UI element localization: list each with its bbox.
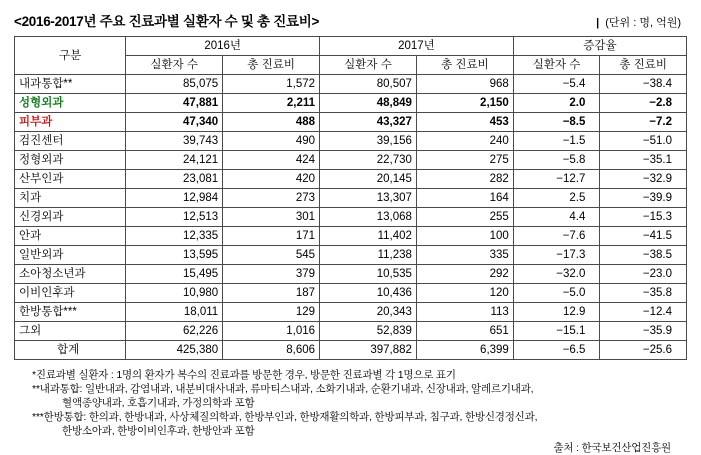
cell-patients-change: −5.4 [513,75,600,94]
column-header-patients-change: 실환자 수 [513,56,600,75]
cell-patients-2017: 397,882 [320,341,417,360]
row-category: 산부인과 [15,170,126,189]
footnotes [14,368,687,438]
table-row [15,265,687,284]
cell-patients-2017: 11,238 [320,246,417,265]
column-header-cost-2017: 총 진료비 [416,56,513,75]
row-category: 일반외과 [15,246,126,265]
cell-patients-2016: 85,075 [126,75,223,94]
cell-patients-2017: 43,327 [320,113,417,132]
cell-patients-change: −6.5 [513,341,600,360]
cell-patients-2017: 13,307 [320,189,417,208]
cell-patients-2017: 11,402 [320,227,417,246]
cell-cost-change: −25.6 [600,341,687,360]
cell-cost-2017: 164 [416,189,513,208]
table-header-row-groups [15,37,687,56]
cell-cost-change: −7.2 [600,113,687,132]
cell-cost-2017: 282 [416,170,513,189]
cell-cost-change: −2.8 [600,94,687,113]
cell-patients-2017: 39,156 [320,132,417,151]
cell-patients-2016: 47,881 [126,94,223,113]
cell-patients-change: 2.0 [513,94,600,113]
cell-cost-2017: 113 [416,303,513,322]
cell-cost-2017: 2,150 [416,94,513,113]
column-group-change-rate: 증감율 [513,37,686,56]
cell-cost-change: −35.8 [600,284,687,303]
table-row [15,208,687,227]
cell-patients-2016: 39,743 [126,132,223,151]
cell-cost-2016: 301 [223,208,320,227]
cell-cost-2016: 1,572 [223,75,320,94]
cell-patients-2016: 47,340 [126,113,223,132]
cell-patients-change: −8.5 [513,113,600,132]
table-row [15,246,687,265]
table-header [15,37,687,75]
cell-cost-2016: 171 [223,227,320,246]
footnote-2: **내과통합: 일반내과, 감염내과, 내분비대사내과, 류마티스내과, 소화기내과, 순환기내과, 신장내과, 알레르기내과, [32,383,534,395]
cell-patients-2016: 12,513 [126,208,223,227]
row-category: 이비인후과 [15,284,126,303]
cell-patients-2017: 52,839 [320,322,417,341]
cell-cost-2017: 100 [416,227,513,246]
table-body [15,75,687,360]
cell-cost-2016: 187 [223,284,320,303]
cell-cost-2016: 129 [223,303,320,322]
cell-cost-change: −12.4 [600,303,687,322]
row-category: 내과통합** [15,75,126,94]
cell-patients-change: −5.8 [513,151,600,170]
cell-cost-2017: 968 [416,75,513,94]
table-row-total [15,341,687,360]
row-category: 소아청소년과 [15,265,126,284]
cell-patients-2017: 22,730 [320,151,417,170]
row-category: 성형외과 [15,94,126,113]
cell-cost-2017: 275 [416,151,513,170]
title-row [14,10,687,30]
column-header-cost-2016: 총 진료비 [223,56,320,75]
table-row [15,151,687,170]
cell-cost-change: −35.9 [600,322,687,341]
unit-divider: | [596,17,600,29]
footnote-3: ***한방통합: 한의과, 한방내과, 사상체질의학과, 한방부인과, 한방재활의학과, 한방피부과, 침구과, 한방신경정신과, [32,411,538,423]
table-row [15,227,687,246]
cell-cost-change: −15.3 [600,208,687,227]
cell-cost-2017: 335 [416,246,513,265]
table-row [15,189,687,208]
row-category: 검진센터 [15,132,126,151]
cell-patients-change: −32.0 [513,265,600,284]
cell-cost-2016: 490 [223,132,320,151]
cell-cost-change: −23.0 [600,265,687,284]
cell-cost-change: −39.9 [600,189,687,208]
table-row [15,75,687,94]
column-header-category: 구분 [15,37,126,75]
cell-cost-2017: 292 [416,265,513,284]
cell-patients-2016: 15,495 [126,265,223,284]
row-category: 신경외과 [15,208,126,227]
cell-patients-2017: 80,507 [320,75,417,94]
row-category: 정형외과 [15,151,126,170]
column-header-patients-2017: 실환자 수 [320,56,417,75]
table-row [15,284,687,303]
column-header-cost-change: 총 진료비 [600,56,687,75]
medical-department-table [14,36,687,360]
row-category: 피부과 [15,113,126,132]
table-row [15,322,687,341]
table-row [15,170,687,189]
cell-patients-change: 12.9 [513,303,600,322]
cell-cost-change: −35.1 [600,151,687,170]
cell-patients-change: −5.0 [513,284,600,303]
page-title: <2016-2017년 주요 진료과별 실환자 수 및 총 진료비> [14,14,320,29]
cell-cost-2016: 2,211 [223,94,320,113]
cell-cost-change: −51.0 [600,132,687,151]
cell-patients-2017: 20,343 [320,303,417,322]
cell-cost-2016: 273 [223,189,320,208]
column-header-patients-2016: 실환자 수 [126,56,223,75]
table-row [15,132,687,151]
cell-patients-change: −1.5 [513,132,600,151]
column-group-2016: 2016년 [126,37,320,56]
cell-patients-2016: 10,980 [126,284,223,303]
cell-cost-change: −32.9 [600,170,687,189]
cell-patients-2017: 10,535 [320,265,417,284]
cell-cost-2017: 651 [416,322,513,341]
cell-patients-change: −17.3 [513,246,600,265]
cell-patients-2016: 13,595 [126,246,223,265]
cell-patients-2017: 13,068 [320,208,417,227]
table-row [15,113,687,132]
cell-cost-2017: 240 [416,132,513,151]
footnote-1: *진료과별 실환자 : 1명의 환자가 복수의 진료과를 방문한 경우, 방문한 진료과별 각 1명으로 표기 [32,369,456,381]
cell-patients-2016: 12,335 [126,227,223,246]
cell-cost-2016: 8,606 [223,341,320,360]
unit-label: (단위 : 명, 억원) [605,17,681,29]
cell-patients-2017: 20,145 [320,170,417,189]
cell-patients-2016: 18,011 [126,303,223,322]
cell-cost-2016: 379 [223,265,320,284]
cell-patients-2016: 12,984 [126,189,223,208]
unit-note [596,14,687,30]
cell-cost-2017: 6,399 [416,341,513,360]
cell-cost-change: −38.5 [600,246,687,265]
cell-cost-2017: 255 [416,208,513,227]
cell-cost-2016: 1,016 [223,322,320,341]
source-label: 출처 : 한국보건산업진흥원 [553,442,671,454]
table-row [15,303,687,322]
cell-patients-2017: 48,849 [320,94,417,113]
cell-patients-2016: 62,226 [126,322,223,341]
row-category: 안과 [15,227,126,246]
cell-patients-2016: 24,121 [126,151,223,170]
footnote-3-cont: 한방소아과, 한방이비인후과, 한방안과 포함 [62,425,255,437]
table-row [15,94,687,113]
cell-patients-2016: 425,380 [126,341,223,360]
cell-cost-change: −41.5 [600,227,687,246]
row-category: 합계 [15,341,126,360]
cell-cost-2016: 488 [223,113,320,132]
cell-patients-2017: 10,436 [320,284,417,303]
row-category: 그외 [15,322,126,341]
cell-patients-change: −12.7 [513,170,600,189]
cell-patients-change: 4.4 [513,208,600,227]
cell-cost-2016: 545 [223,246,320,265]
column-group-2017: 2017년 [320,37,514,56]
cell-cost-2016: 424 [223,151,320,170]
cell-patients-2016: 23,081 [126,170,223,189]
cell-cost-2017: 453 [416,113,513,132]
row-category: 치과 [15,189,126,208]
cell-patients-change: −7.6 [513,227,600,246]
cell-cost-change: −38.4 [600,75,687,94]
footnote-2-cont: 혈액종양내과, 호흡기내과, 가정의학과 포함 [62,397,255,409]
cell-cost-2016: 420 [223,170,320,189]
row-category: 한방통합*** [15,303,126,322]
cell-cost-2017: 120 [416,284,513,303]
cell-patients-change: −15.1 [513,322,600,341]
cell-patients-change: 2.5 [513,189,600,208]
